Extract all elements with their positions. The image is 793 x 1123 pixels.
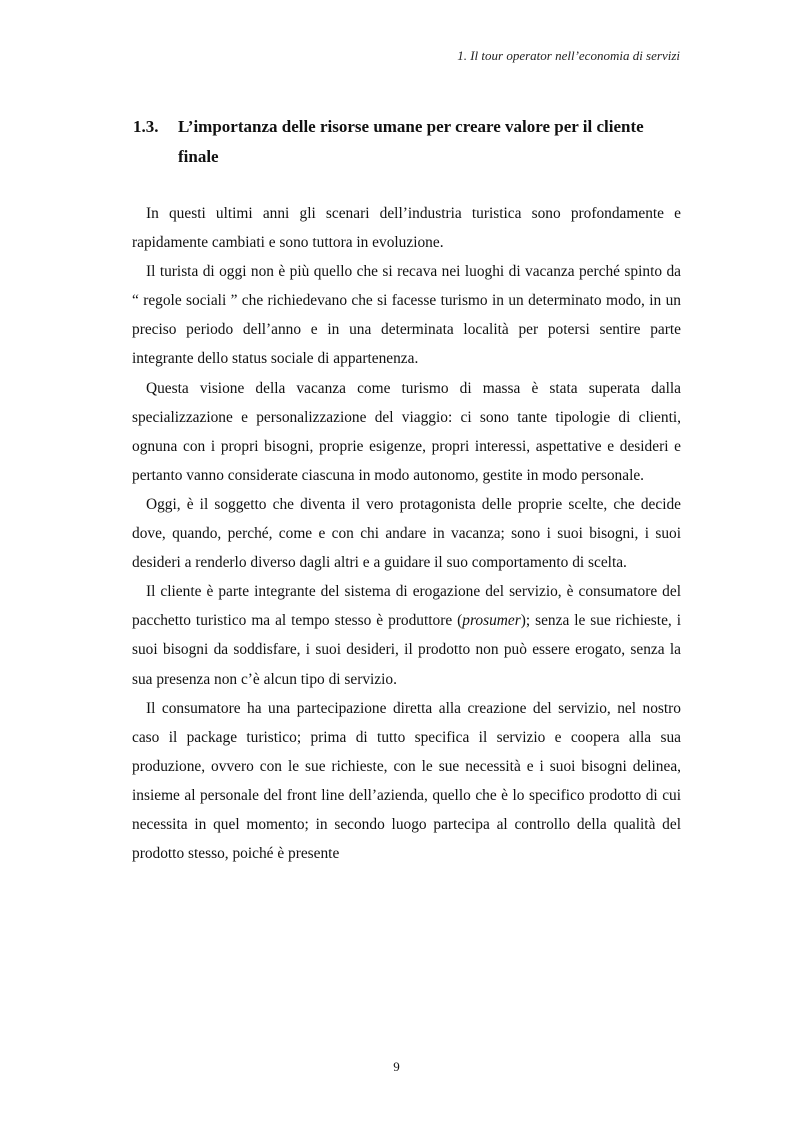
paragraph: Questa visione della vacanza come turismo di massa è stata superata dalla specializzazione e personalizzazione del viaggio: ci sono tante tipologie di clienti, ognuna con i propri bisogni, proprie esigenze, propri interessi, aspettative e desideri e pertanto vanno considerate ciascuna in modo autonomo, gestite in modo personale. — [132, 379, 681, 484]
paragraph: In questi ultimi anni gli scenari dell’industria turistica sono profondamente e rapidamente cambiati e sono tuttora in evoluzione. — [132, 205, 681, 252]
section-heading — [133, 112, 681, 172]
page-number: 9 — [393, 1059, 400, 1074]
section-title: L’importanza delle risorse umane per creare valore per il cliente finale — [178, 117, 644, 166]
paragraph-text: Il cliente è parte integrante del sistema di erogazione del servizio, è consumatore del pacchetto turistico ma al tempo stesso è produttore ( — [132, 583, 681, 630]
paragraph: Oggi, è il soggetto che diventa il vero protagonista delle proprie scelte, che decide dove, quando, perché, come e con chi andare in vacanza; sono i suoi bisogni, i suoi desideri a renderlo diverso dagli altri e a guidare il suo comportamento di scelta. — [132, 495, 681, 572]
emphasized-term: prosumer — [462, 612, 521, 630]
paragraph-text: ); senza le sue richieste, i suoi bisogni da soddisfare, i suoi desideri, il prodotto non può essere erogato, senza la sua presenza non c’è alcun tipo di servizio. — [132, 612, 681, 688]
running-header: 1. Il tour operator nell’economia di servizi — [457, 48, 680, 63]
paragraph: Il consumatore ha una partecipazione diretta alla creazione del servizio, nel nostro caso il package turistico; prima di tutto specifica il servizio e coopera alla sua produzione, ovvero con le sue richieste, con le sue necessità e i suoi bisogni delinea, insieme al personale del front line dell’azienda, quello che è lo specifico prodotto di cui necessita in quel momento; in secondo luogo partecipa al controllo della qualità del prodotto stesso, poiché è presente — [132, 699, 681, 863]
paragraph: Il turista di oggi non è più quello che si recava nei luoghi di vacanza perché spinto da “ regole sociali ” che richiedevano che si facesse turismo in un determinato modo, in un preciso periodo dell’anno e in una determinata località per potersi sentire parte integrante dello status sociale di appartenenza. — [132, 263, 681, 368]
section-number: 1.3. — [133, 117, 159, 136]
paragraph — [132, 577, 681, 693]
body-text — [132, 199, 681, 868]
